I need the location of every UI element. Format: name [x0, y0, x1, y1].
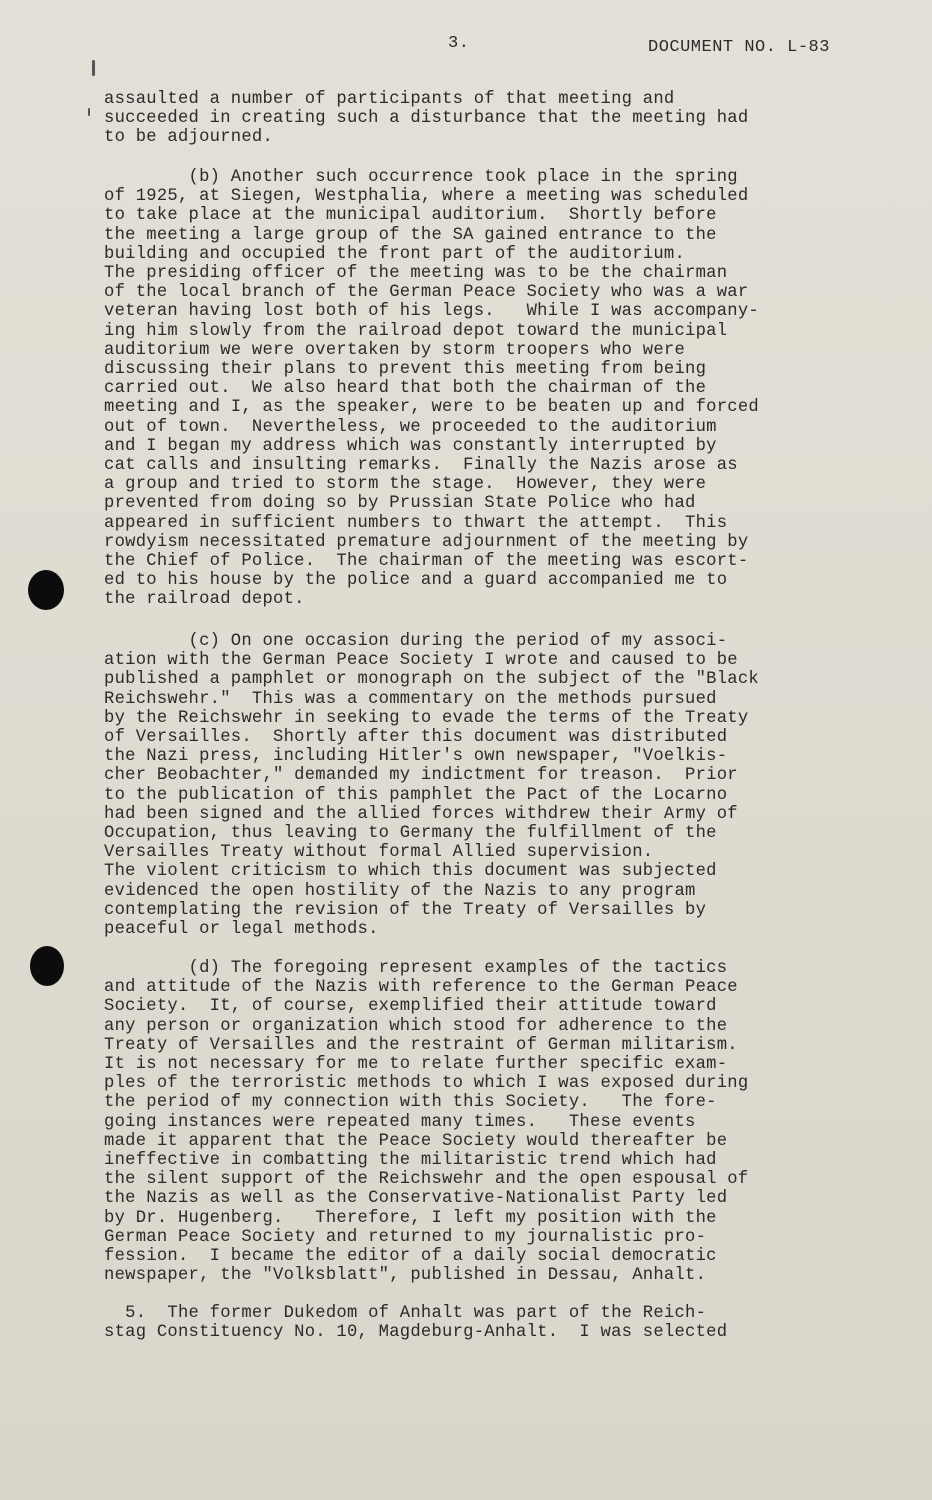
text-line: Society. It, of course, exemplified their attitude toward	[104, 997, 717, 1017]
text-line: Reichswehr." This was a commentary on the methods pursued	[104, 689, 717, 709]
text-line: contemplating the revision of the Treaty of Versailles by	[104, 900, 707, 920]
text-line: by the Reichswehr in seeking to evade the terms of the Treaty	[104, 708, 749, 728]
text-line: ples of the terroristic methods to which I was exposed during	[104, 1074, 749, 1094]
text-line: fession. I became the editor of a daily social democratic	[104, 1247, 717, 1267]
text-line: of 1925, at Siegen, Westphalia, where a meeting was scheduled	[104, 187, 749, 207]
text-line: ation with the German Peace Society I wrote and caused to be	[104, 651, 738, 671]
page-speck	[88, 108, 90, 116]
text-line: evidenced the open hostility of the Nazis to any program	[104, 881, 696, 901]
text-line: of the local branch of the German Peace Society who was a war	[104, 283, 749, 303]
paragraph-5	[104, 1304, 824, 1342]
text-line: succeeded in creating such a disturbance that the meeting had	[104, 109, 749, 129]
text-line: the meeting a large group of the SA gained entrance to the	[104, 225, 717, 245]
text-line: building and occupied the front part of the auditorium.	[104, 244, 686, 264]
text-line: by Dr. Hugenberg. Therefore, I left my position with the	[104, 1208, 717, 1228]
paragraph-c	[104, 632, 824, 939]
text-line: the Nazis as well as the Conservative-Nationalist Party led	[104, 1189, 728, 1209]
text-line: It is not necessary for me to relate further specific exam-	[104, 1055, 728, 1075]
text-line: stag Constituency No. 10, Magdeburg-Anhalt. I was selected	[104, 1323, 728, 1343]
text-line: a group and tried to storm the stage. However, they were	[104, 475, 707, 495]
punch-hole	[28, 570, 64, 610]
text-line: cher Beobachter," demanded my indictment for treason. Prior	[104, 766, 738, 786]
text-line: the Chief of Police. The chairman of the meeting was escort-	[104, 552, 749, 572]
text-line: 5. The former Dukedom of Anhalt was part of the Reich-	[104, 1304, 707, 1323]
paragraph-continuation	[104, 90, 824, 148]
text-line: to take place at the municipal auditorium. Shortly before	[104, 206, 717, 226]
text-line: newspaper, the "Volksblatt", published in Dessau, Anhalt.	[104, 1266, 707, 1286]
page-speck	[92, 60, 95, 76]
paragraph-d	[104, 959, 824, 1285]
text-line: veteran having lost both of his legs. While I was accompany-	[104, 302, 759, 322]
text-line: appeared in sufficient numbers to thwart the attempt. This	[104, 513, 728, 533]
text-line: (d) The foregoing represent examples of the tactics	[104, 959, 728, 978]
text-line: (c) On one occasion during the period of my associ-	[104, 632, 728, 651]
text-line: carried out. We also heard that both the chairman of the	[104, 379, 707, 399]
text-line: and I began my address which was constantly interrupted by	[104, 436, 717, 456]
punch-hole	[30, 946, 64, 986]
text-line: The presiding officer of the meeting was to be the chairman	[104, 264, 728, 284]
text-line: any person or organization which stood for adherence to the	[104, 1016, 728, 1036]
text-line: Versailles Treaty without formal Allied supervision.	[104, 843, 654, 863]
text-line: made it apparent that the Peace Society would thereafter be	[104, 1131, 728, 1151]
text-line: assaulted a number of participants of that meeting and	[104, 90, 675, 109]
text-line: prevented from doing so by Prussian State Police who had	[104, 494, 696, 514]
text-line: The violent criticism to which this document was subjected	[104, 862, 717, 882]
text-line: ing him slowly from the railroad depot toward the municipal	[104, 321, 728, 341]
text-line: ineffective in combatting the militaristic trend which had	[104, 1151, 717, 1171]
text-line: rowdyism necessitated premature adjournment of the meeting by	[104, 532, 749, 552]
text-line: Treaty of Versailles and the restraint of German militarism.	[104, 1035, 738, 1055]
text-line: Occupation, thus leaving to Germany the fulfillment of the	[104, 824, 717, 844]
text-line: of Versailles. Shortly after this document was distributed	[104, 728, 728, 748]
text-line: had been signed and the allied forces withdrew their Army of	[104, 804, 738, 824]
text-line: the period of my connection with this Society. The fore-	[104, 1093, 717, 1113]
page-number: 3.	[448, 34, 470, 53]
text-line: ed to his house by the police and a guard accompanied me to	[104, 571, 728, 591]
text-line: published a pamphlet or monograph on the subject of the "Black	[104, 670, 759, 690]
text-line: cat calls and insulting remarks. Finally the Nazis arose as	[104, 456, 738, 476]
text-line: the railroad depot.	[104, 590, 305, 610]
text-line: and attitude of the Nazis with reference to the German Peace	[104, 978, 738, 998]
text-line: (b) Another such occurrence took place in the spring	[104, 168, 738, 187]
text-line: the Nazi press, including Hitler's own newspaper, "Voelkis-	[104, 747, 728, 767]
text-line: discussing their plans to prevent this meeting from being	[104, 360, 707, 380]
text-line: to the publication of this pamphlet the Pact of the Locarno	[104, 785, 728, 805]
text-line: peaceful or legal methods.	[104, 920, 379, 940]
text-line: auditorium we were overtaken by storm troopers who were	[104, 340, 686, 360]
text-line: meeting and I, as the speaker, were to be beaten up and forced	[104, 398, 759, 418]
document-number: DOCUMENT NO. L-83	[648, 38, 830, 57]
text-line: the silent support of the Reichswehr and the open espousal of	[104, 1170, 749, 1190]
text-line: out of town. Nevertheless, we proceeded to the auditorium	[104, 417, 717, 437]
paragraph-b	[104, 168, 824, 610]
text-line: to be adjourned.	[104, 128, 274, 148]
text-line: going instances were repeated many times. These events	[104, 1112, 696, 1132]
text-line: German Peace Society and returned to my journalistic pro-	[104, 1227, 707, 1247]
